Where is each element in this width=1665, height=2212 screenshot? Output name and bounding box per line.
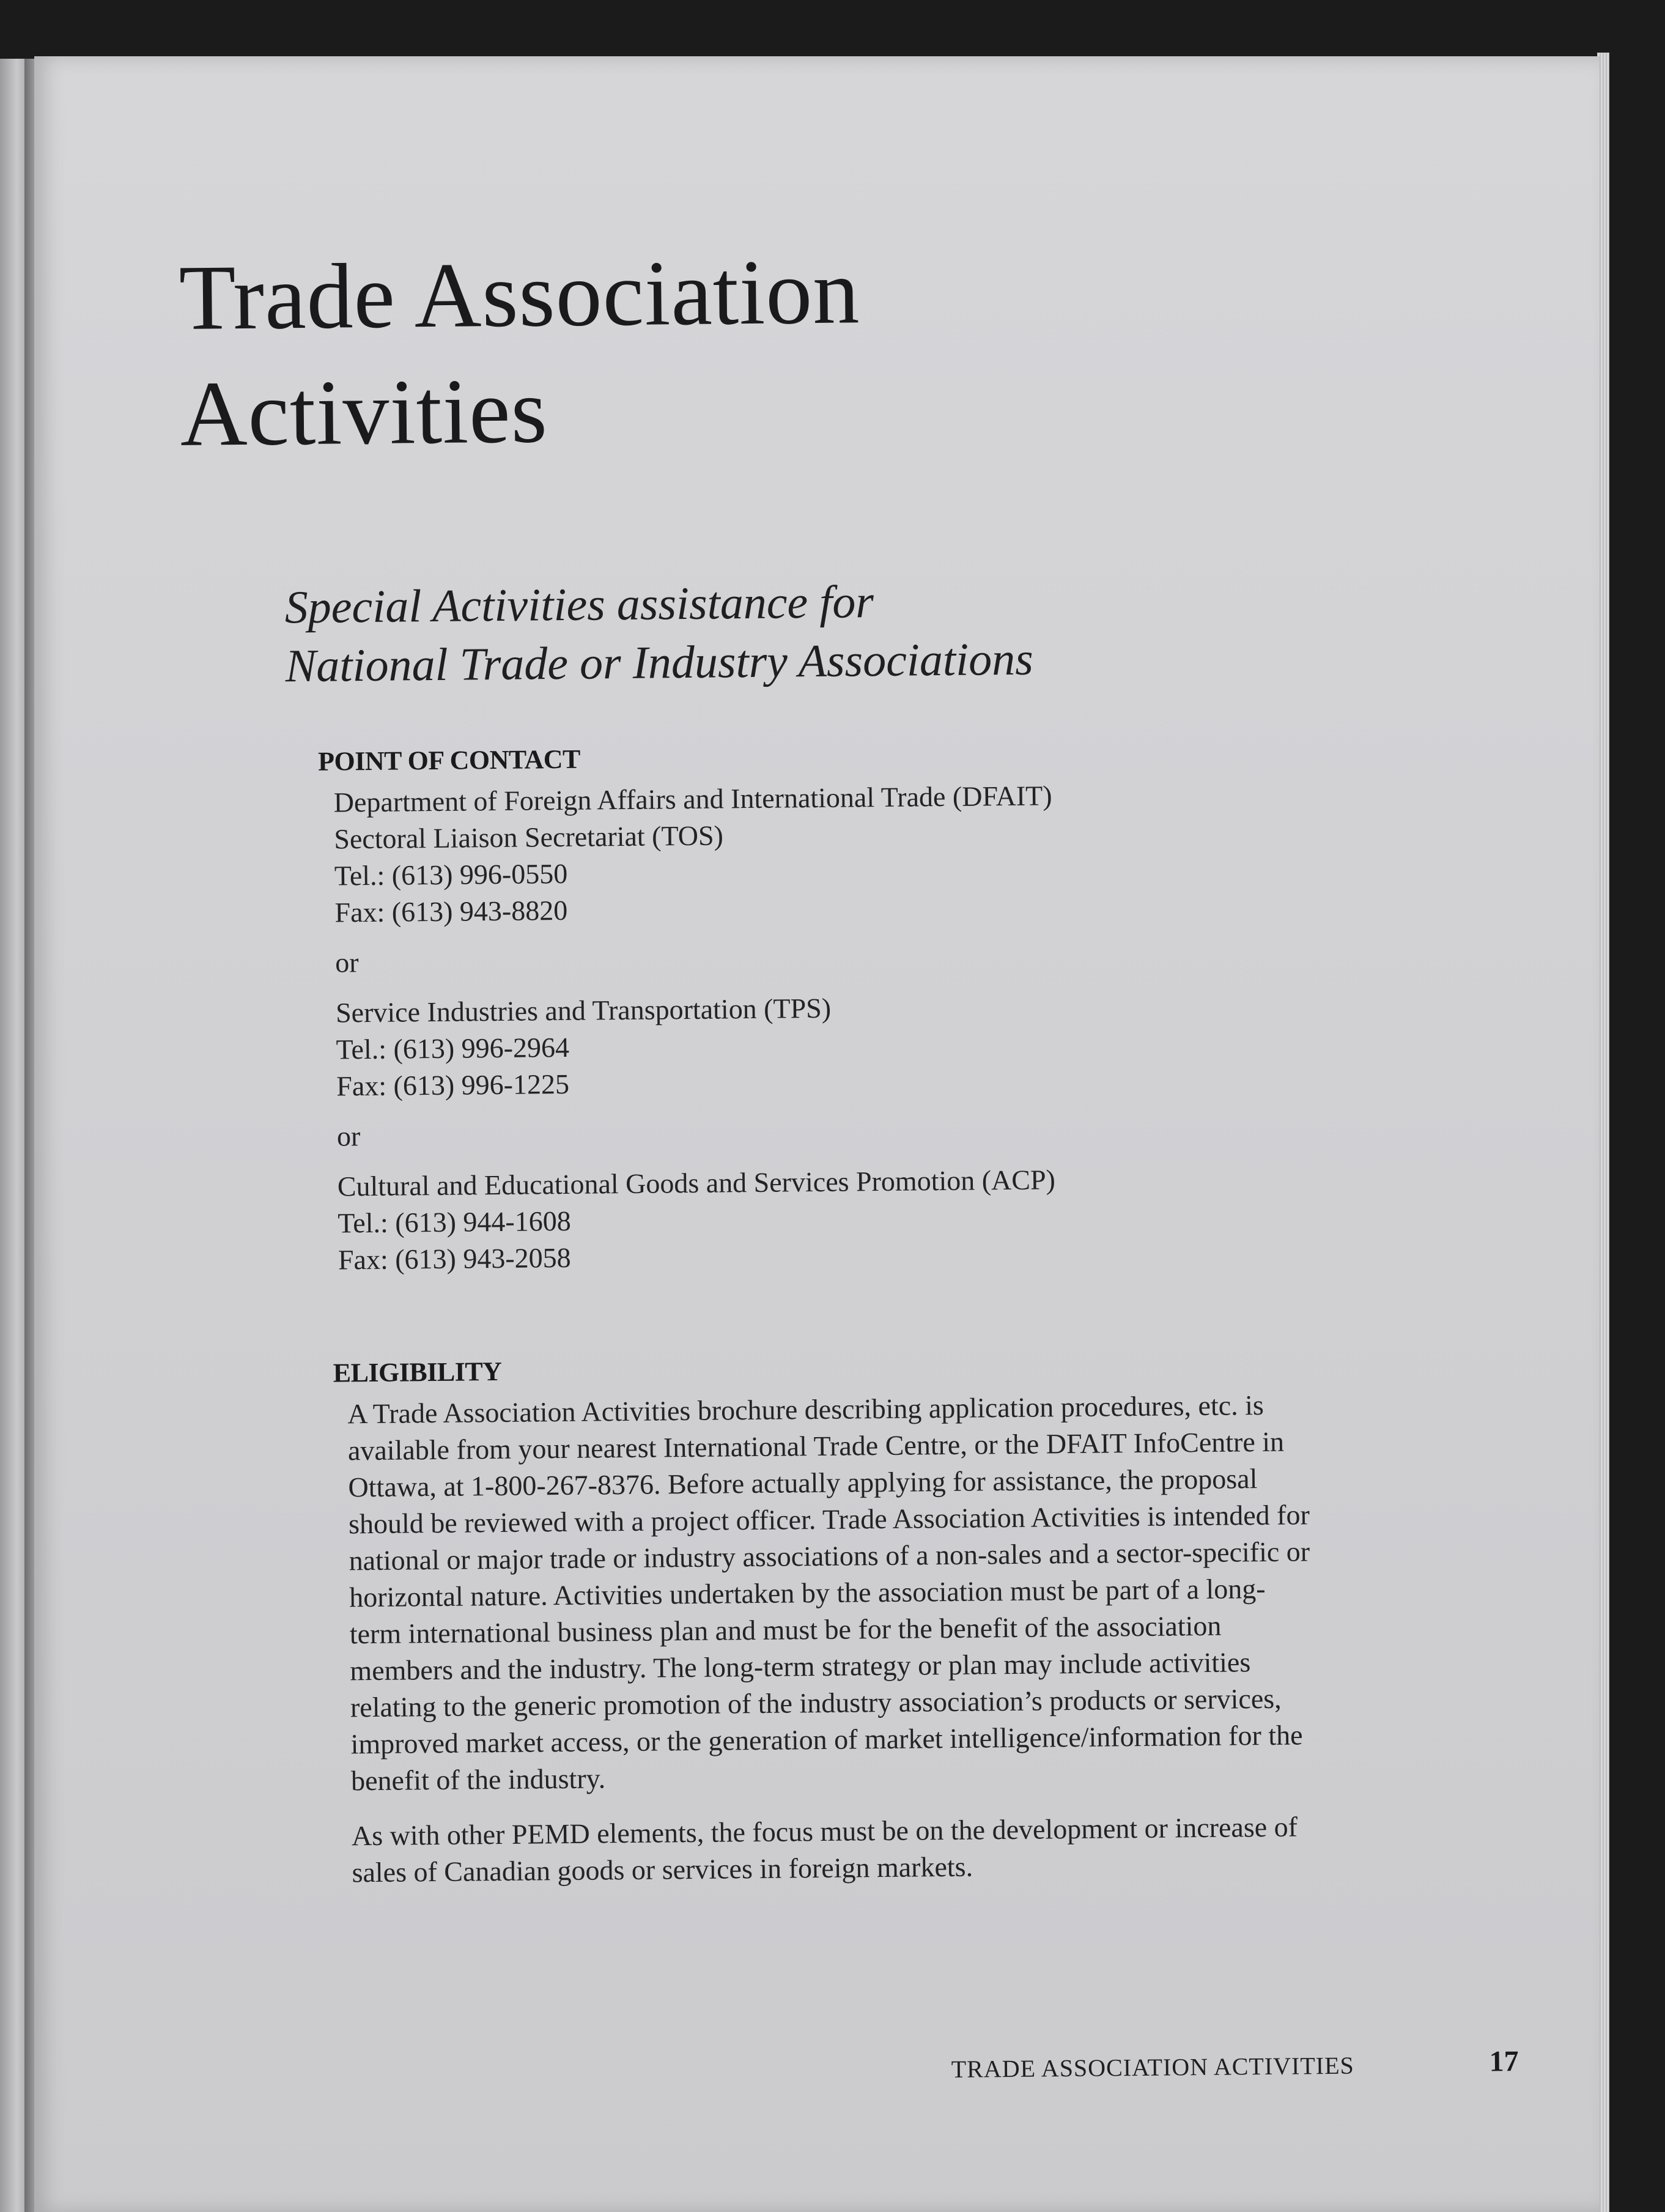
contact-fax: Fax: (613) 943-2058 [338,1241,571,1276]
contact-name: Cultural and Educational Goods and Services Promotion (ACP) [337,1164,1056,1202]
contact-fax: Fax: (613) 996-1225 [336,1068,570,1102]
point-of-contact-heading: POINT OF CONTACT [317,744,581,777]
page-subtitle [284,568,1386,695]
contact-block [333,773,1500,1278]
contact-org-line: Department of Foreign Affairs and International Trade (DFAIT) [333,780,1052,818]
contact-tel: Tel.: (613) 996-0550 [334,857,568,892]
contact-tel: Tel.: (613) 996-2964 [336,1031,570,1065]
contact-entry [336,983,1499,1104]
page-title-line-2: Activities [179,359,548,465]
page-content [24,49,1610,2212]
contact-name: Sectoral Liaison Secretariat (TOS) [334,819,724,855]
eligibility-heading: ELIGIBILITY [333,1356,502,1388]
eligibility-paragraph: As with other PEMD elements, the focus must be on the development or increase of sales of Canadian goods or services in foreign markets. [351,1811,1298,1888]
or-separator: or [335,947,359,978]
contact-tel: Tel.: (613) 944-1608 [338,1205,571,1239]
page-title-line-1: Trade Association [179,240,860,349]
subtitle-line-1: Special Activities assistance for [284,576,874,634]
contact-fax: Fax: (613) 943-8820 [334,894,568,928]
eligibility-paragraph: A Trade Association Activities brochure describing application procedures, etc. is available from your nearest International Trade Centre, or the DFAIT InfoCentre in Ottawa, at 1-800-267-8376. Before actually applying for assistance, the proposal should be reviewed with a project officer. Trade Association Activities is intended for national or major trade or industry associations of a non-sales and a sector-specific or horizontal nature. Activities undertaken by the association must be part of a long-term international business plan and must be for the benefit of the association members and the industry. The long-term strategy or plan may include activities relating to the generic promotion of the industry association’s products or services, improved market access, or the generation of market intelligence/information for the benefit of the industry. [347,1389,1310,1797]
eligibility-body [347,1386,1315,1891]
contact-entry [338,1157,1501,1278]
running-footer: TRADE ASSOCIATION ACTIVITIES [951,2051,1355,2083]
page-title [179,230,1220,472]
contact-entry [334,810,1497,931]
document-page [34,56,1600,2212]
subtitle-line-2: National Trade or Industry Associations [285,633,1034,692]
contact-name: Service Industries and Transportation (TPS) [335,992,832,1029]
page-number: 17 [1489,2045,1519,2078]
or-separator: or [336,1120,361,1152]
